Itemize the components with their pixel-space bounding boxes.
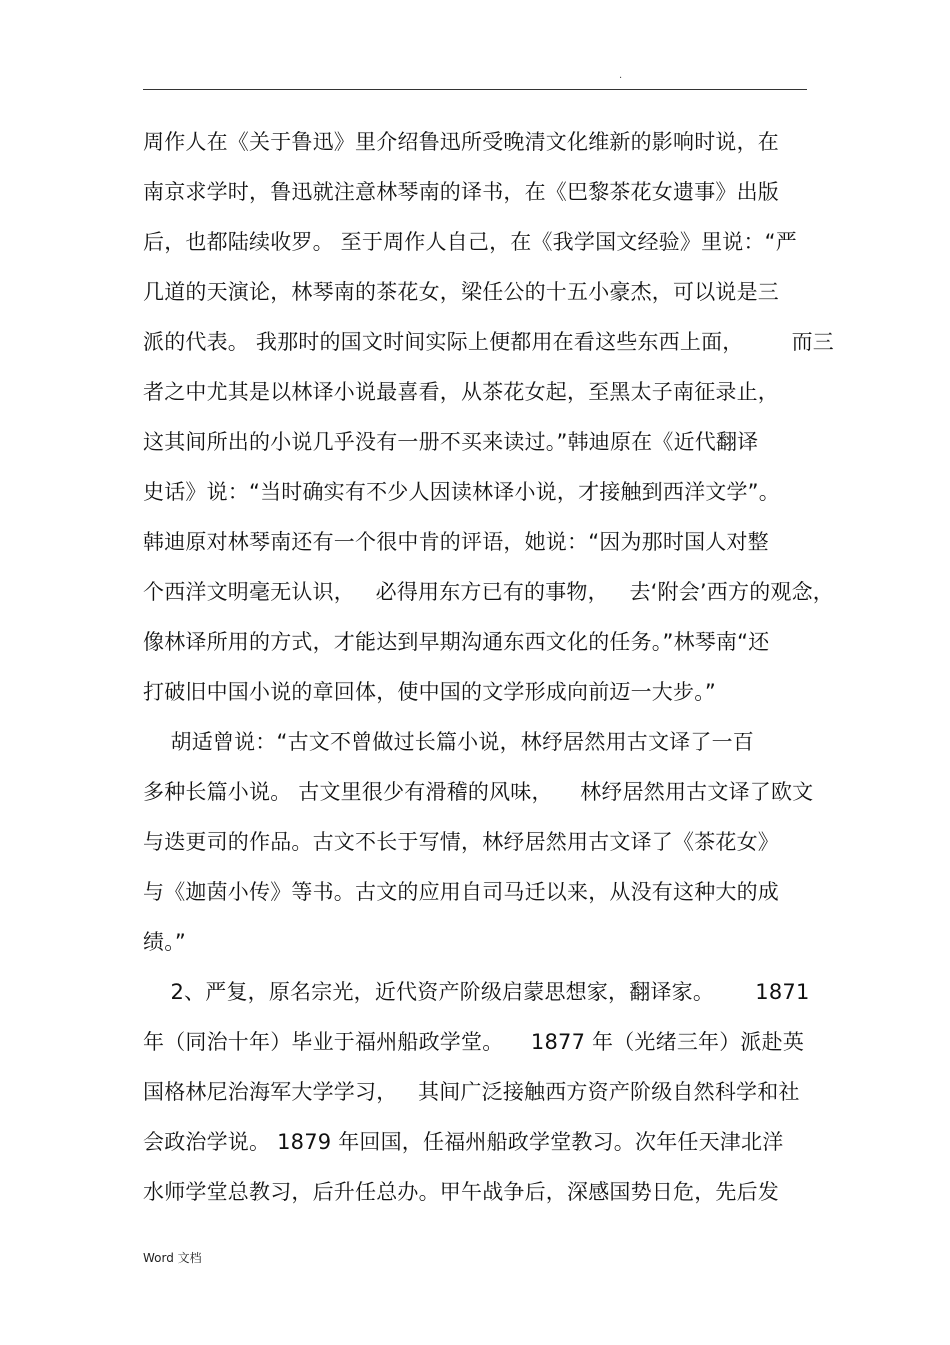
- text-line: 会政治学说。 1879 年回国，任福州船政学堂教习。次年任天津北洋: [143, 1130, 784, 1154]
- header-mark: .: [619, 70, 623, 81]
- text-line: 打破旧中国小说的章回体，使中国的文学形成向前迈一大步。”: [143, 680, 716, 704]
- text-line: 派的代表。 我那时的国文时间实际上便都用在看这些东西上面， 而三: [143, 330, 834, 354]
- text-line: 后，也都陆续收罗。 至于周作人自己，在《我学国文经验》里说：“严: [143, 230, 797, 254]
- text-line: 多种长篇小说。 古文里很少有滑稽的风味， 林纾居然用古文译了欧文: [143, 780, 814, 804]
- text-line: 2、严复，原名宗光，近代资产阶级启蒙思想家，翻译家。 1871: [143, 980, 810, 1004]
- text-line: 年（同治十年）毕业于福州船政学堂。 1877 年（光绪三年）派赴英: [143, 1030, 805, 1054]
- text-line: 周作人在《关于鲁迅》里介绍鲁迅所受晚清文化维新的影响时说，在: [143, 130, 779, 154]
- text-line: 水师学堂总教习，后升任总办。甲午战争后，深感国势日危，先后发: [143, 1180, 779, 1204]
- text-line: 像林译所用的方式，才能达到早期沟通东西文化的任务。”林琴南“还: [143, 630, 770, 654]
- text-line: 者之中尤其是以林译小说最喜看，从茶花女起，至黑太子南征录止，: [143, 380, 779, 404]
- text-line: 几道的天演论，林琴南的茶花女，梁任公的十五小豪杰，可以说是三: [143, 280, 779, 304]
- text-line: 胡适曾说：“古文不曾做过长篇小说，林纾居然用古文译了一百: [143, 730, 754, 754]
- text-line: 这其间所出的小说几乎没有一册不买来读过。”韩迪原在《近代翻译: [143, 430, 759, 454]
- text-line: 国格林尼治海军大学学习， 其间广泛接触西方资产阶级自然科学和社: [143, 1080, 800, 1104]
- footer-label: Word 文档: [143, 1251, 202, 1265]
- text-line: 韩迪原对林琴南还有一个很中肯的评语，她说：“因为那时国人对整: [143, 530, 769, 554]
- header-rule: [143, 89, 807, 90]
- text-line: 史话》说：“当时确实有不少人因读林译小说，才接触到西洋文学”。: [143, 480, 780, 504]
- text-line: 南京求学时，鲁迅就注意林琴南的译书，在《巴黎茶花女遗事》出版: [143, 180, 779, 204]
- text-line: 与迭更司的作品。古文不长于写情，林纾居然用古文译了《茶花女》: [143, 830, 779, 854]
- text-line: 绩。”: [143, 930, 186, 954]
- text-line: 个西洋文明毫无认识， 必得用东方已有的事物， 去‘附会’西方的观念，: [143, 580, 834, 604]
- text-line: 与《迦茵小传》等书。古文的应用自司马迁以来，从没有这种大的成: [143, 880, 779, 904]
